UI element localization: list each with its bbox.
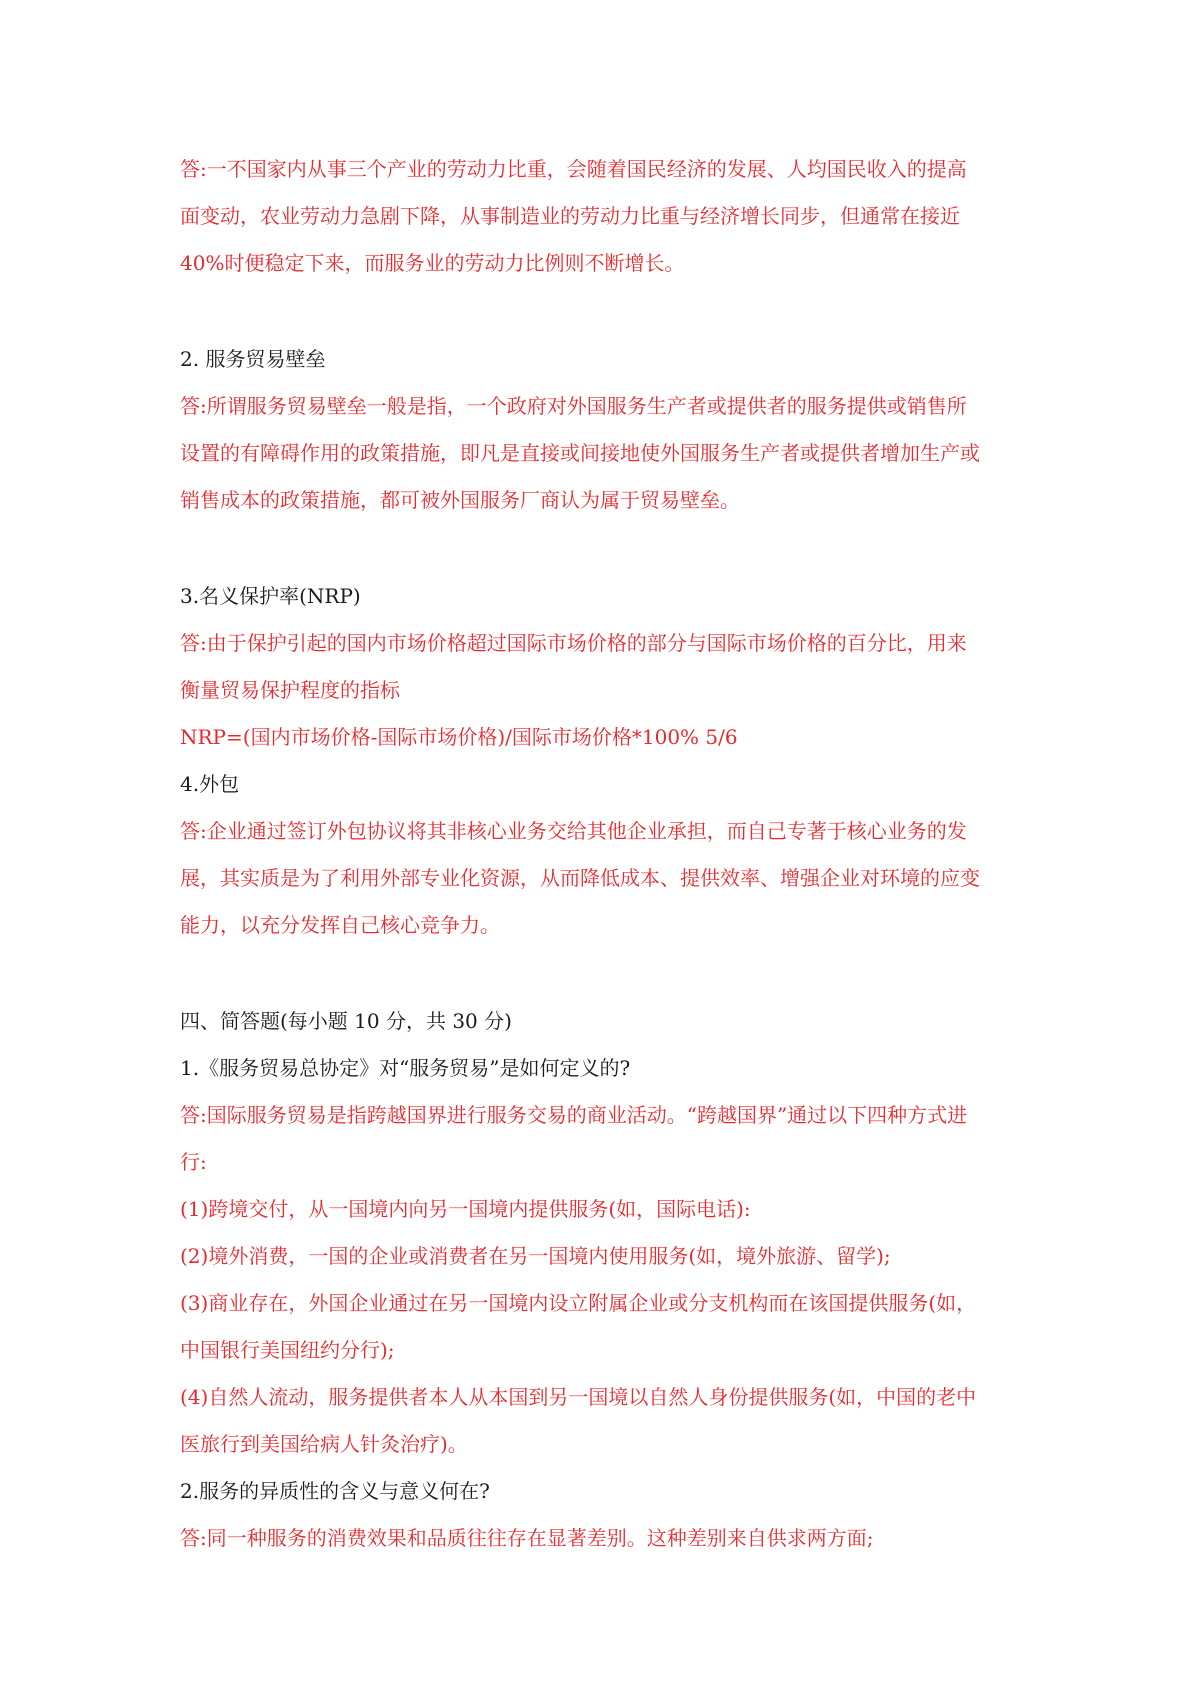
answer-4-line-2: 展，其实质是为了利用外部专业化资源，从而降低成本、提供效率、增强企业对环境的应变	[180, 866, 980, 890]
term-4-heading: 4.外包	[180, 772, 240, 796]
answer-1-line-2: 面变动，农业劳动力急剧下降，从事制造业的劳动力比重与经济增长同步，但通常在接近	[180, 204, 960, 228]
answer-1-line-1: 答:一不国家内从事三个产业的劳动力比重，会随着国民经济的发展、人均国民收入的提高	[180, 157, 967, 181]
question-2-answer-line-1: 答:同一种服务的消费效果和品质往往存在显著差别。这种差别来自供求两方面;	[180, 1526, 874, 1550]
term-2-heading: 2. 服务贸易壁垒	[180, 347, 326, 371]
question-1-answer-line-1: 答:国际服务贸易是指跨越国界进行服务交易的商业活动。“跨越国界”通过以下四种方式进	[180, 1103, 968, 1127]
section-4-heading: 四、简答题(每小题 10 分，共 30 分)	[180, 1009, 512, 1033]
question-1-mode-2: (2)境外消费，一国的企业或消费者在另一国境内使用服务(如，境外旅游、留学);	[180, 1244, 891, 1268]
question-1-mode-3-line-2: 中国银行美国纽约分行);	[180, 1338, 395, 1362]
answer-2-line-2: 设置的有障碍作用的政策措施，即凡是直接或间接地使外国服务生产者或提供者增加生产或	[180, 441, 980, 465]
question-1-heading: 1.《服务贸易总协定》对“服务贸易”是如何定义的?	[180, 1056, 631, 1080]
question-1-mode-4-line-2: 医旅行到美国给病人针灸治疗)。	[180, 1432, 468, 1456]
question-1-answer-line-2: 行:	[180, 1150, 207, 1174]
answer-3-line-1: 答:由于保护引起的国内市场价格超过国际市场价格的部分与国际市场价格的百分比，用来	[180, 631, 967, 655]
answer-2-line-1: 答:所谓服务贸易壁垒一般是指，一个政府对外国服务生产者或提供者的服务提供或销售所	[180, 394, 967, 418]
answer-4-line-1: 答:企业通过签订外包协议将其非核心业务交给其他企业承担，而自己专著于核心业务的发	[180, 819, 967, 843]
answer-3-formula: NRP=(国内市场价格-国际市场价格)/国际市场价格*100% 5/6	[180, 725, 738, 749]
question-1-mode-1: (1)跨境交付，从一国境内向另一国境内提供服务(如，国际电话):	[180, 1197, 751, 1221]
question-1-mode-4-line-1: (4)自然人流动，服务提供者本人从本国到另一国境以自然人身份提供服务(如，中国的老中	[180, 1385, 977, 1409]
question-2-heading: 2.服务的异质性的含义与意义何在?	[180, 1479, 490, 1503]
answer-1-line-3: 40%时便稳定下来，而服务业的劳动力比例则不断增长。	[180, 251, 685, 275]
question-1-mode-3-line-1: (3)商业存在，外国企业通过在另一国境内设立附属企业或分支机构而在该国提供服务(如，	[180, 1291, 977, 1315]
term-3-heading: 3.名义保护率(NRP)	[180, 584, 361, 608]
answer-3-line-2: 衡量贸易保护程度的指标	[180, 678, 400, 702]
answer-4-line-3: 能力，以充分发挥自己核心竞争力。	[180, 913, 500, 937]
answer-2-line-3: 销售成本的政策措施，都可被外国服务厂商认为属于贸易壁垒。	[180, 488, 740, 512]
